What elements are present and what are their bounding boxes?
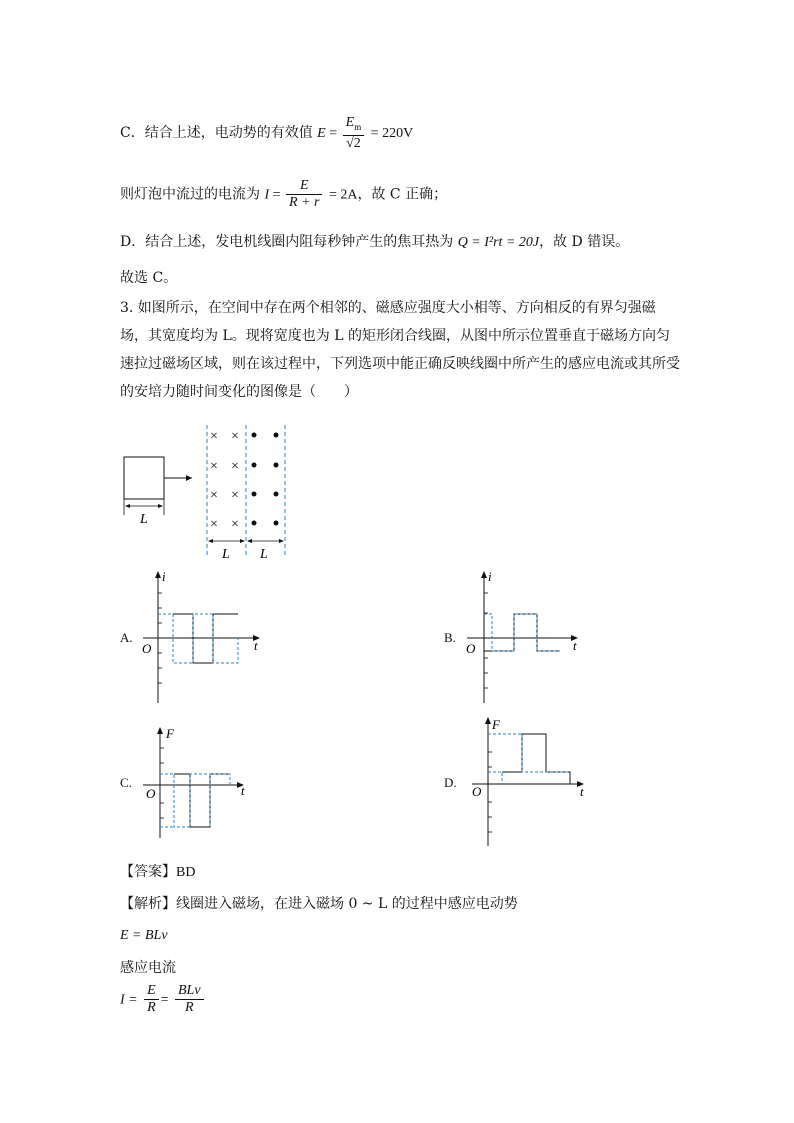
- option-d-x-label: t: [580, 784, 584, 799]
- section-d-prefix: D．结合上述，发电机线圈内阻每秒钟产生的焦耳热为: [120, 234, 454, 250]
- section-d-suffix: ，故 D 错误。: [539, 234, 630, 250]
- label-l-field1: L: [222, 547, 230, 562]
- eq-result: = 220V: [370, 125, 414, 141]
- current-prefix: 则灯泡中流过的电流为: [120, 186, 260, 203]
- svg-text:×: ×: [231, 517, 239, 532]
- option-c-dashed-curve: [160, 774, 230, 827]
- svg-text:×: ×: [231, 429, 239, 444]
- svg-text:×: ×: [210, 459, 218, 474]
- label-l-coil: L: [140, 512, 148, 527]
- fraction-em-sqrt2: $\frac{E_m}{√2}$: [343, 114, 365, 152]
- option-a-y-label: i: [162, 569, 166, 584]
- svg-text:×: ×: [210, 429, 218, 444]
- section-c-line: C．结合上述，电动势的有效值 E = $\frac{E_m}{√2}$ = 220V: [120, 115, 414, 151]
- option-b-graph[interactable]: [462, 568, 592, 708]
- choice-c: 故选 C。: [120, 270, 178, 286]
- option-a-letter[interactable]: A.: [120, 630, 133, 645]
- option-d-solid-curve: [502, 734, 570, 784]
- fraction-e-over-rr: $\frac{E}{R + r}$: [286, 178, 322, 211]
- option-d-graph[interactable]: [462, 712, 592, 850]
- analysis-eq1: E = BLv: [120, 928, 168, 943]
- option-a-x-label: t: [254, 638, 258, 653]
- option-a-origin: O: [142, 641, 152, 656]
- fraction-e-over-r: $\frac{E}{R}$: [144, 983, 159, 1016]
- option-c-letter[interactable]: C.: [120, 775, 132, 790]
- section-c-prefix: C．结合上述，电动势的有效值: [120, 124, 313, 141]
- svg-text:×: ×: [210, 488, 218, 503]
- current-line: 则灯泡中流过的电流为 I = $\frac{E}{R + r}$ = 2A，故 C 正确；: [120, 178, 448, 210]
- label-l-field2: L: [260, 547, 268, 562]
- option-a-graph[interactable]: [138, 568, 268, 708]
- analysis-text: 线圈进入磁场，在进入磁场 0 ~ L 的过程中感应电动势: [176, 896, 518, 912]
- option-c-solid-curve: [174, 774, 230, 827]
- option-d-y-label: F: [492, 717, 500, 732]
- answer-value: BD: [176, 865, 196, 880]
- eq-lhs: E: [317, 125, 326, 141]
- analysis-text2: 感应电流: [120, 960, 176, 976]
- option-b-x-label: t: [573, 638, 577, 653]
- option-c-x-label: t: [241, 783, 245, 798]
- option-d-letter[interactable]: D.: [444, 775, 457, 790]
- svg-text:×: ×: [210, 517, 218, 532]
- current-suffix: ，故 C 正确；: [357, 186, 448, 203]
- answer-line: [120, 862, 195, 883]
- option-c-origin: O: [146, 786, 156, 801]
- field-into-page: [210, 429, 239, 532]
- analysis-line: [120, 894, 518, 914]
- question-text: 3. 如图所示，在空间中存在两个相邻的、磁感应强度大小相等、方向相反的有界匀强磁场，其宽度均为 L。现将宽度也为 L 的矩形闭合线圈，从图中所示位置垂直于磁场方向匀速拉过磁场区域，则在该过程中，下列选项中能正确反映线圈中所产生的感应电流或其所受的安培力随时间变化的图像是（ ）: [120, 300, 680, 400]
- svg-text:×: ×: [231, 488, 239, 503]
- option-b-dashed-curve: [484, 614, 560, 651]
- magnetic-field-figure: [110, 420, 310, 565]
- option-b-origin: O: [466, 641, 476, 656]
- option-d-dashed-curve: [488, 734, 570, 772]
- field-out-of-page: [252, 433, 279, 526]
- option-b-letter[interactable]: B.: [444, 630, 456, 645]
- coil-rect: [124, 457, 164, 499]
- option-b-y-label: i: [488, 569, 492, 584]
- current-result: = 2A: [328, 187, 358, 203]
- svg-text:×: ×: [231, 459, 239, 474]
- option-c-graph[interactable]: [138, 718, 258, 843]
- current-lhs: I: [264, 187, 270, 203]
- answer-label: 【答案】: [120, 864, 176, 880]
- analysis-label: 【解析】: [120, 896, 176, 912]
- section-d-line: [120, 232, 629, 253]
- analysis-eq2: I = $\frac{E}{R}$ = $\frac{\text{BLv}}{R}$: [120, 983, 206, 1016]
- option-d-origin: O: [472, 784, 482, 799]
- option-b-solid-curve: [484, 614, 560, 651]
- fraction-blv-over-r: $\frac{\text{BLv}}{R}$: [175, 983, 204, 1016]
- section-d-formula: Q = I²rt = 20J: [457, 235, 540, 250]
- option-c-y-label: F: [166, 726, 174, 741]
